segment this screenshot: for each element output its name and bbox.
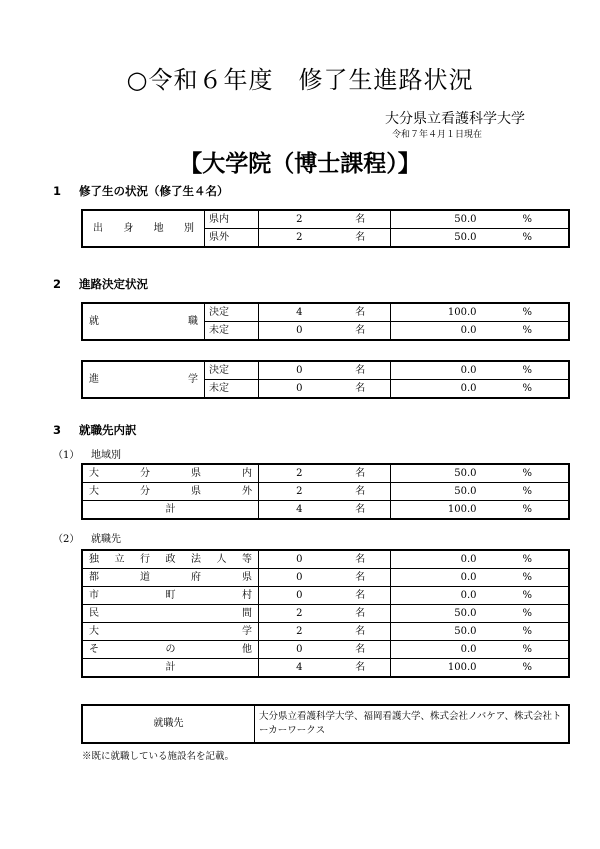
pct-unit: % <box>487 501 569 519</box>
origin-label: 出身地別 <box>83 211 205 247</box>
unit: 名 <box>331 483 391 501</box>
pct: 0.0 <box>391 322 487 340</box>
pct: 100.0 <box>391 304 487 322</box>
unit: 名 <box>331 501 391 519</box>
total-pct: 100.0 <box>391 659 487 677</box>
employment-label: 就職 <box>83 304 205 340</box>
subsection-number: （2） <box>53 534 80 545</box>
pct: 50.0 <box>391 483 487 501</box>
count: 2 <box>259 483 331 501</box>
pct-unit: % <box>487 380 569 398</box>
pct-unit: % <box>487 304 569 322</box>
total-label: 計 <box>83 659 259 677</box>
section-number: 2 <box>53 277 62 291</box>
pct: 0.0 <box>391 641 487 659</box>
pct: 0.0 <box>391 362 487 380</box>
region-table <box>82 464 569 519</box>
origin-count: 2 <box>259 211 331 229</box>
count: 0 <box>259 362 331 380</box>
pct: 0.0 <box>391 551 487 569</box>
origin-pct: 50.0 <box>391 229 487 247</box>
pct-unit: % <box>487 605 569 623</box>
pct: 50.0 <box>391 623 487 641</box>
pct: 0.0 <box>391 380 487 398</box>
pct-unit: % <box>487 551 569 569</box>
destinations-table <box>82 705 569 743</box>
count: 2 <box>259 605 331 623</box>
unit: 名 <box>331 380 391 398</box>
status-label: 未定 <box>205 380 259 398</box>
unit: 名 <box>331 551 391 569</box>
section-title: 就職先内訳 <box>79 423 137 437</box>
unit: 名 <box>331 569 391 587</box>
section-2-title <box>53 276 148 292</box>
origin-count: 2 <box>259 229 331 247</box>
further-study-label: 進学 <box>83 362 205 398</box>
employer-type-label: 市町村 <box>83 587 259 605</box>
section-number: 3 <box>53 423 62 437</box>
destinations-label: 就職先 <box>83 706 255 743</box>
origin-row-label: 県外 <box>205 229 259 247</box>
status-label: 決定 <box>205 304 259 322</box>
employer-type-label: 都道府県 <box>83 569 259 587</box>
count: 0 <box>259 569 331 587</box>
section-number: 1 <box>53 184 62 198</box>
further-study-table <box>82 361 569 398</box>
footnote: ※既に就職している施設名を記載。 <box>82 751 235 762</box>
section-title: 進路決定状況 <box>79 277 148 291</box>
total-label: 計 <box>83 501 259 519</box>
employment-table <box>82 303 569 340</box>
employer-type-label: 民間 <box>83 605 259 623</box>
pct-unit: % <box>487 465 569 483</box>
subsection-title: 地域別 <box>91 450 121 461</box>
subsection-number: （1） <box>53 450 80 461</box>
organization-name: 大分県立看護科学大学 <box>385 111 525 127</box>
employer-type-label: 独立行政法人等 <box>83 551 259 569</box>
employer-type-label: その他 <box>83 641 259 659</box>
pct-unit: % <box>487 569 569 587</box>
pct: 0.0 <box>391 587 487 605</box>
region-label: 大分県内 <box>83 465 259 483</box>
pct-unit: % <box>487 483 569 501</box>
total-pct: 100.0 <box>391 501 487 519</box>
employer-table <box>82 550 569 677</box>
region-label: 大分県外 <box>83 483 259 501</box>
count: 2 <box>259 623 331 641</box>
section-3-title <box>53 422 137 438</box>
pct-unit: % <box>487 641 569 659</box>
destinations-value: 大分県立看護科学大学、福岡看護大学、株式会社ノバケア、株式会社トーカーワークス <box>255 706 569 743</box>
count: 4 <box>259 304 331 322</box>
unit: 名 <box>331 322 391 340</box>
section-1-title <box>53 183 229 199</box>
pct: 50.0 <box>391 465 487 483</box>
pct-unit: % <box>487 322 569 340</box>
unit: 名 <box>331 362 391 380</box>
pct-unit: % <box>487 362 569 380</box>
unit: 名 <box>331 211 391 229</box>
subsection-employer-title <box>53 530 121 545</box>
subsection-region-title <box>53 446 121 461</box>
pct-unit: % <box>487 623 569 641</box>
unit: 名 <box>331 623 391 641</box>
unit: 名 <box>331 659 391 677</box>
program-heading: 【大学院（博士課程）】 <box>179 151 421 177</box>
pct-unit: % <box>487 211 569 229</box>
count: 0 <box>259 322 331 340</box>
employer-type-label: 大学 <box>83 623 259 641</box>
pct-unit: % <box>487 229 569 247</box>
count: 0 <box>259 587 331 605</box>
unit: 名 <box>331 465 391 483</box>
origin-row-label: 県内 <box>205 211 259 229</box>
status-label: 未定 <box>205 322 259 340</box>
count: 0 <box>259 551 331 569</box>
count: 2 <box>259 465 331 483</box>
section-title: 修了生の状況（修了生４名） <box>79 184 229 198</box>
origin-table <box>82 210 569 247</box>
count: 0 <box>259 641 331 659</box>
total-count: 4 <box>259 659 331 677</box>
unit: 名 <box>331 304 391 322</box>
status-label: 決定 <box>205 362 259 380</box>
subsection-title: 就職先 <box>91 534 121 545</box>
count: 0 <box>259 380 331 398</box>
as-of-date: 令和７年４月１日現在 <box>392 130 483 140</box>
origin-pct: 50.0 <box>391 211 487 229</box>
unit: 名 <box>331 229 391 247</box>
pct: 0.0 <box>391 569 487 587</box>
unit: 名 <box>331 641 391 659</box>
pct: 50.0 <box>391 605 487 623</box>
page-title: ○令和６年度 修了生進路状況 <box>126 66 474 94</box>
pct-unit: % <box>487 587 569 605</box>
total-count: 4 <box>259 501 331 519</box>
unit: 名 <box>331 605 391 623</box>
pct-unit: % <box>487 659 569 677</box>
unit: 名 <box>331 587 391 605</box>
